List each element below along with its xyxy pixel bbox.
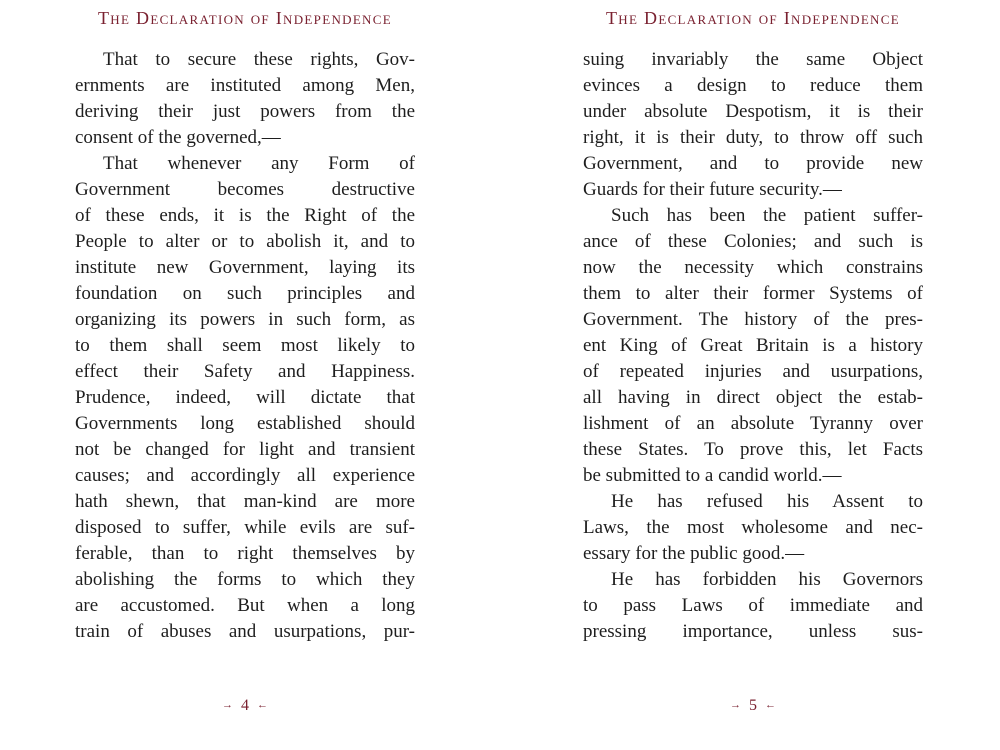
text-line: Governments long established should [75, 413, 415, 434]
text-line: institute new Government, laying its [75, 257, 415, 278]
text-line: Government, and to provide new [583, 153, 923, 174]
text-line: of repeated injuries and usurpations, [583, 361, 923, 382]
text-line: disposed to suffer, while evils are suf- [75, 517, 415, 538]
text-line: Guards for their future security.— [583, 179, 842, 200]
page-number-left: 4 [241, 697, 249, 714]
page-number-right: 5 [749, 697, 757, 714]
text-line: lishment of an absolute Tyranny over [583, 413, 923, 434]
text-line: organizing its powers in such form, as [75, 309, 415, 330]
page-footer-left [75, 694, 415, 719]
arrow-right-icon: → [222, 699, 233, 711]
text-line: under absolute Despotism, it is their [583, 101, 923, 122]
text-line: Laws, the most wholesome and nec- [583, 517, 923, 538]
text-line: ferable, than to right themselves by [75, 543, 415, 564]
page-body-left [75, 47, 415, 645]
text-line: Government becomes destructive [75, 179, 415, 200]
text-line: all having in direct object the estab- [583, 387, 923, 408]
page-body-right [583, 47, 923, 645]
arrow-left-icon: ← [765, 699, 776, 711]
text-line: now the necessity which constrains [583, 257, 923, 278]
text-line: suing invariably the same Object [583, 49, 923, 70]
text-line: right, it is their duty, to throw off such [583, 127, 923, 148]
text-line: That to secure these rights, Gov- [103, 49, 415, 70]
text-line: not be changed for light and transient [75, 439, 415, 460]
text-line: pressing importance, unless sus- [583, 621, 923, 642]
text-line: abolishing the forms to which they [75, 569, 415, 590]
text-line: causes; and accordingly all experience [75, 465, 415, 486]
text-line: train of abuses and usurpations, pur- [75, 621, 415, 642]
text-line: He has refused his Assent to [611, 491, 923, 512]
text-line: essary for the public good.— [583, 543, 805, 564]
text-line: consent of the governed,— [75, 127, 281, 148]
arrow-left-icon: ← [257, 699, 268, 711]
text-line: ent King of Great Britain is a history [583, 335, 923, 356]
text-line: People to alter or to abolish it, and to [75, 231, 415, 252]
arrow-right-icon: → [730, 699, 741, 711]
text-line: these States. To prove this, let Facts [583, 439, 923, 460]
text-line: evinces a design to reduce them [583, 75, 923, 96]
text-line: effect their Safety and Happiness. [75, 361, 415, 382]
text-line: Prudence, indeed, will dictate that [75, 387, 415, 408]
text-line: to pass Laws of immediate and [583, 595, 923, 616]
text-line: deriving their just powers from the [75, 101, 415, 122]
text-line: Government. The history of the pres- [583, 309, 923, 330]
running-header-right: The Declaration of Independence [606, 8, 900, 28]
text-line: ance of these Colonies; and such is [583, 231, 923, 252]
page-right [583, 0, 923, 750]
text-line: be submitted to a candid world.— [583, 465, 842, 486]
text-line: to them shall seem most likely to [75, 335, 415, 356]
text-line: foundation on such principles and [75, 283, 415, 304]
text-line: them to alter their former Systems of [583, 283, 923, 304]
text-line: ernments are instituted among Men, [75, 75, 415, 96]
text-line: He has forbidden his Governors [611, 569, 923, 590]
text-line: of these ends, it is the Right of the [75, 205, 415, 226]
page-left [75, 0, 415, 750]
text-line: That whenever any Form of [103, 153, 415, 174]
text-line: Such has been the patient suffer- [611, 205, 923, 226]
text-line: are accustomed. But when a long [75, 595, 415, 616]
page-footer-right [583, 694, 923, 719]
running-header-left: The Declaration of Independence [98, 8, 392, 28]
text-line: hath shewn, that man-kind are more [75, 491, 415, 512]
